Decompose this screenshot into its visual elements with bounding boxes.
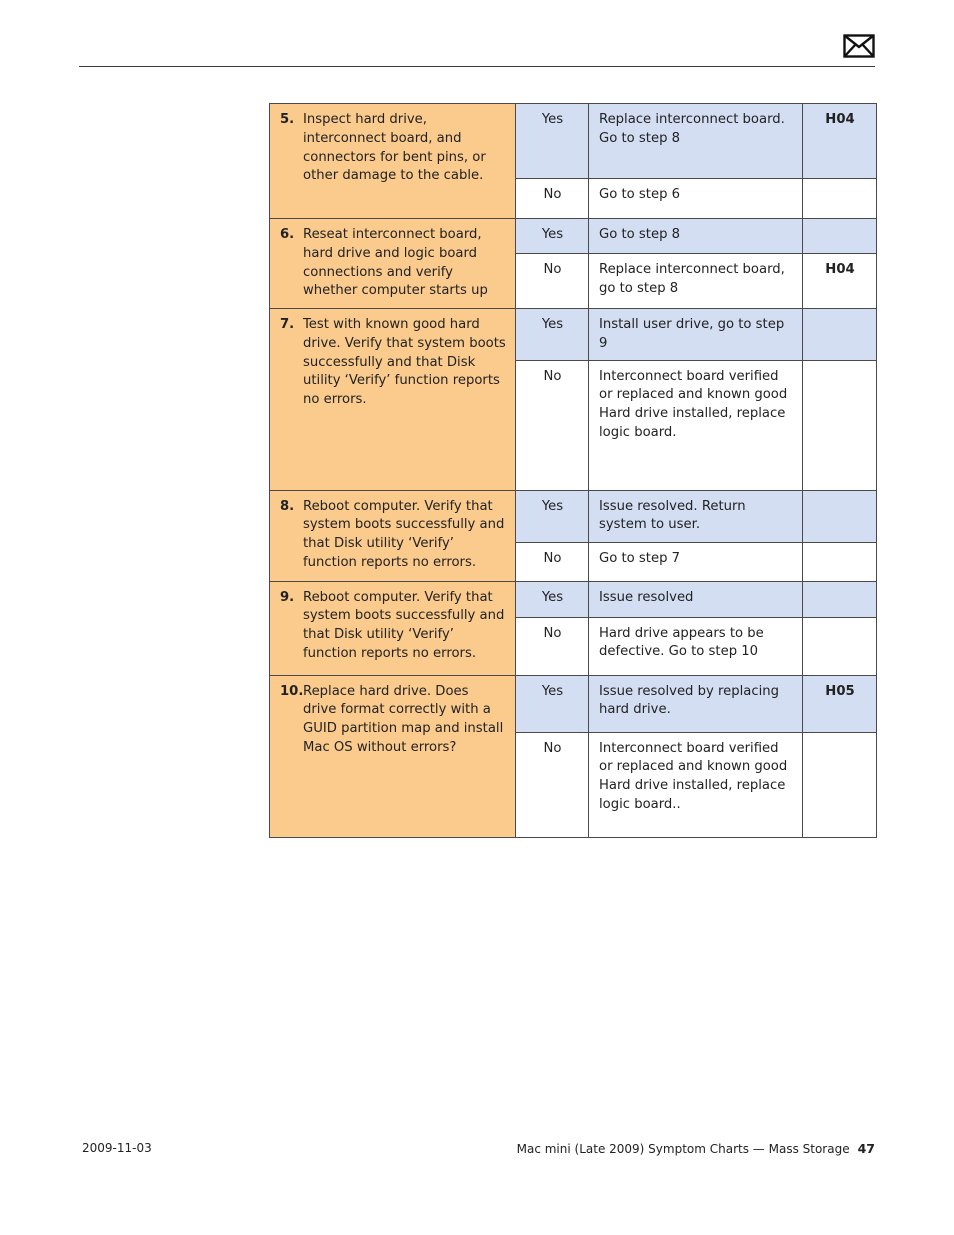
step-description: Inspect hard drive, interconnect board, and connectors for bent pins, or other damage to the cable. — [303, 112, 486, 184]
symptom-code — [803, 360, 877, 490]
answer-yes: Yes — [516, 219, 589, 254]
step-description: Test with known good hard drive. Verify that system boots successfully and that Disk utility ‘Verify’ function reports no errors. — [303, 317, 506, 408]
step-description: Reseat interconnect board, hard drive and logic board connections and verify whether computer starts up — [303, 227, 488, 299]
action-text: Issue resolved by replacing hard drive. — [589, 675, 803, 732]
footer — [517, 1141, 875, 1156]
footer-date: 2009-11-03 — [82, 1141, 152, 1155]
symptom-code: H04 — [803, 104, 877, 179]
symptom-code: H04 — [803, 254, 877, 309]
step-description: Reboot computer. Verify that system boots successfully and that Disk utility ‘Verify’ function reports no errors. — [303, 589, 505, 661]
answer-no: No — [516, 542, 589, 581]
header-rule — [79, 66, 875, 67]
step-number: 8. — [280, 498, 295, 514]
symptom-code — [803, 542, 877, 581]
action-text: Hard drive appears to be defective. Go to step 10 — [589, 617, 803, 675]
answer-yes: Yes — [516, 675, 589, 732]
step-description: Replace hard drive. Does drive format correctly with a GUID partition map and install Mac OS without errors? — [303, 683, 504, 755]
step-number: 10. — [280, 683, 304, 699]
action-text: Go to step 8 — [589, 219, 803, 254]
action-text: Issue resolved. Return system to user. — [589, 490, 803, 542]
symptom-code — [803, 490, 877, 542]
answer-yes: Yes — [516, 581, 589, 617]
step-9-yes-row — [270, 581, 877, 617]
symptom-code — [803, 219, 877, 254]
step-6-cell — [270, 219, 516, 309]
step-7-yes-row — [270, 309, 877, 361]
symptom-code — [803, 617, 877, 675]
symptom-code — [803, 732, 877, 837]
symptom-code — [803, 309, 877, 361]
symptom-code — [803, 581, 877, 617]
answer-yes: Yes — [516, 104, 589, 179]
step-10-cell — [270, 675, 516, 837]
action-text: Interconnect board verified or replaced and known good Hard drive installed, replace logic board. — [589, 360, 803, 490]
envelope-icon[interactable] — [843, 34, 875, 58]
action-text: Replace interconnect board. Go to step 8 — [589, 104, 803, 179]
step-8-cell — [270, 490, 516, 581]
action-text: Issue resolved — [589, 581, 803, 617]
action-text: Go to step 6 — [589, 179, 803, 219]
step-number: 9. — [280, 589, 295, 605]
answer-no: No — [516, 732, 589, 837]
answer-yes: Yes — [516, 490, 589, 542]
step-5-yes-row — [270, 104, 877, 179]
action-text: Replace interconnect board, go to step 8 — [589, 254, 803, 309]
step-7-cell — [270, 309, 516, 491]
footer-document-title: Mac mini (Late 2009) Symptom Charts — Mass Storage — [516, 1142, 850, 1156]
answer-yes: Yes — [516, 309, 589, 361]
symptom-code — [803, 179, 877, 219]
action-text: Interconnect board verified or replaced and known good Hard drive installed, replace logic board.. — [589, 732, 803, 837]
answer-no: No — [516, 179, 589, 219]
step-5-cell — [270, 104, 516, 219]
step-number: 7. — [280, 317, 295, 332]
action-text: Install user drive, go to step 9 — [589, 309, 803, 361]
symptom-code: H05 — [803, 675, 877, 732]
step-description: Reboot computer. Verify that system boots successfully and that Disk utility ‘Verify’ function reports no errors. — [303, 498, 505, 570]
page-number: 47 — [857, 1141, 875, 1156]
step-number: 6. — [280, 227, 295, 242]
step-number: 5. — [280, 112, 295, 127]
step-10-yes-row — [270, 675, 877, 732]
symptom-chart-table — [269, 103, 877, 838]
action-text: Go to step 7 — [589, 542, 803, 581]
step-8-yes-row — [270, 490, 877, 542]
step-6-yes-row — [270, 219, 877, 254]
answer-no: No — [516, 254, 589, 309]
answer-no: No — [516, 617, 589, 675]
answer-no: No — [516, 360, 589, 490]
step-9-cell — [270, 581, 516, 675]
